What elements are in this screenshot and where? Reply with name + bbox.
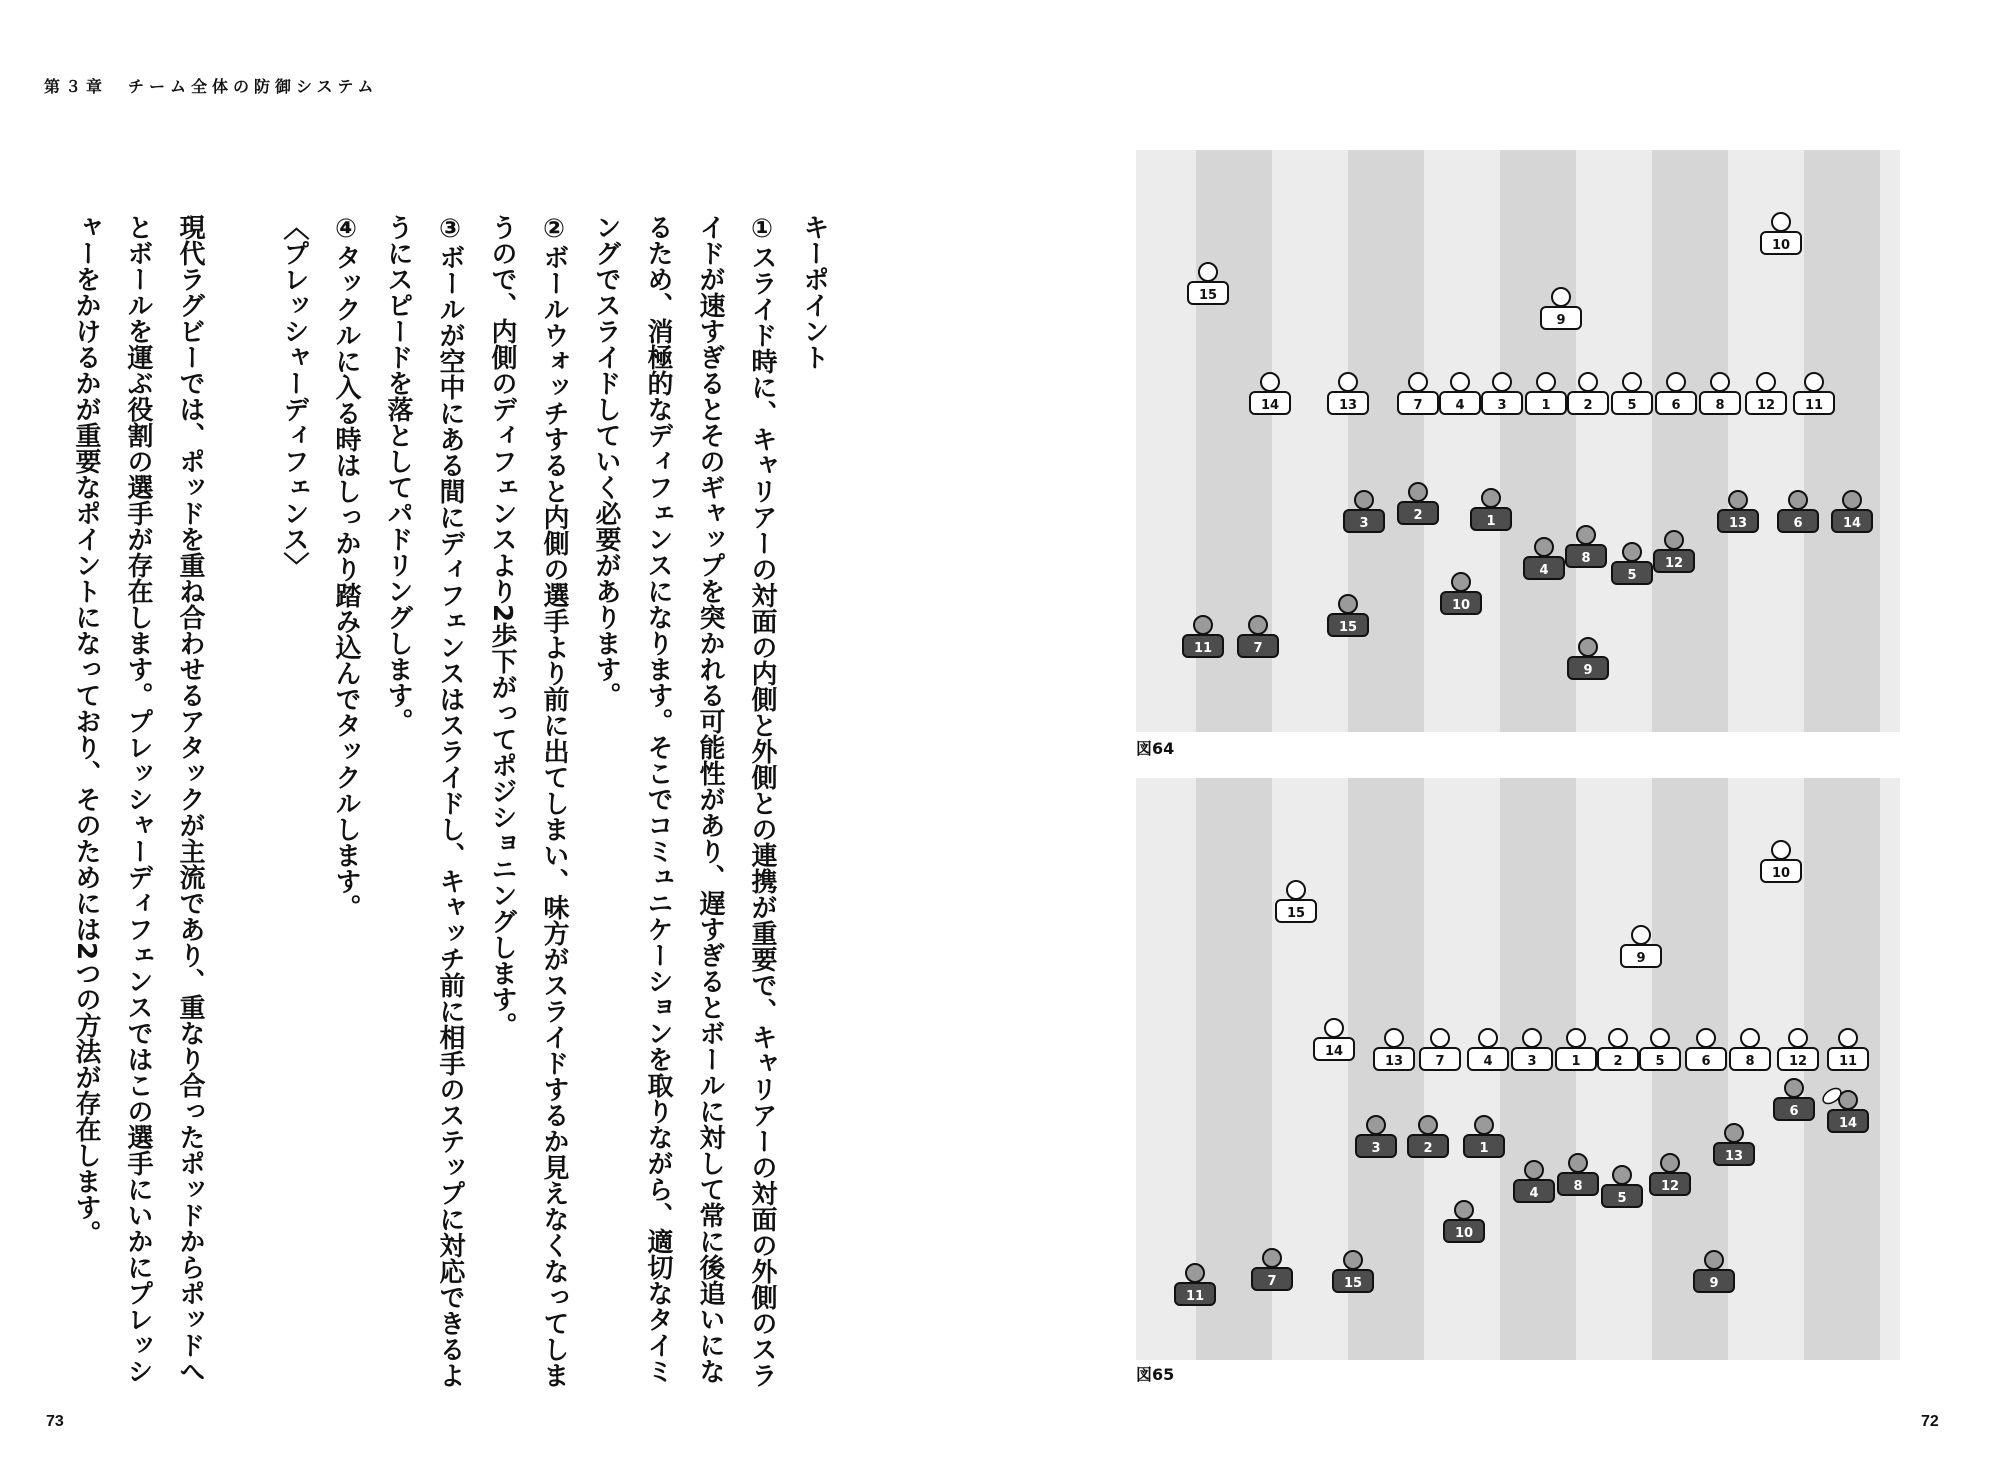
player-head <box>1789 1029 1807 1047</box>
player-head <box>1725 1124 1743 1142</box>
player-number: 1 <box>1479 1141 1489 1156</box>
player-number: 2 <box>1413 508 1423 523</box>
paragraph-5: 現代ラグビーでは、ポッドを重ね合わせるアタックが主流であり、重なり合ったポッドからポッドへとボールを運ぶ役割の選手が存在します。プレッシャーディフェンスではこの選手にいかにプレッシャーをかけるかが重要なポイントになっており、そのためには2つの方法が存在します。 <box>71 214 205 1384</box>
player-head <box>1839 1029 1857 1047</box>
player-number: 8 <box>1573 1179 1583 1194</box>
player-number: 12 <box>1788 1054 1808 1069</box>
player-number: 2 <box>1423 1141 1433 1156</box>
player-number: 12 <box>1660 1179 1680 1194</box>
player-head <box>1552 288 1570 306</box>
player-number: 4 <box>1539 563 1549 578</box>
player-head <box>1523 1029 1541 1047</box>
player-head <box>1651 1029 1669 1047</box>
player-number: 2 <box>1583 398 1593 413</box>
body-text <box>71 214 840 1399</box>
player-head <box>1697 1029 1715 1047</box>
player-number: 7 <box>1413 398 1423 413</box>
player-number: 3 <box>1371 1141 1381 1156</box>
player-head <box>1355 491 1373 509</box>
player-number: 7 <box>1253 641 1263 656</box>
player-head <box>1451 373 1469 391</box>
heading-key-points: キーポイント <box>799 214 829 370</box>
player-number: 4 <box>1529 1186 1539 1201</box>
player-number: 15 <box>1198 288 1218 303</box>
player-head <box>1661 1154 1679 1172</box>
player-head <box>1705 1251 1723 1269</box>
player-head <box>1287 881 1305 899</box>
player-head <box>1194 616 1212 634</box>
player-number: 2 <box>1613 1054 1623 1069</box>
player-head <box>1579 373 1597 391</box>
player-head <box>1665 531 1683 549</box>
player-head <box>1525 1161 1543 1179</box>
player-head <box>1711 373 1729 391</box>
page-number-right: 72 <box>1921 1413 1939 1430</box>
player-head <box>1186 1264 1204 1282</box>
player-head <box>1623 373 1641 391</box>
player-number: 1 <box>1541 398 1551 413</box>
player-head <box>1367 1116 1385 1134</box>
player-head <box>1249 616 1267 634</box>
player-head <box>1805 373 1823 391</box>
player-number: 15 <box>1338 620 1358 635</box>
player-number: 11 <box>1193 641 1213 656</box>
player-number: 14 <box>1260 398 1280 413</box>
field-stripe <box>1348 150 1424 732</box>
player-head <box>1569 1154 1587 1172</box>
player-number: 6 <box>1793 516 1803 531</box>
player-head <box>1431 1029 1449 1047</box>
player-head <box>1613 1166 1631 1184</box>
player-head <box>1609 1029 1627 1047</box>
player-number: 6 <box>1671 398 1681 413</box>
player-head <box>1623 543 1641 561</box>
player-number: 5 <box>1655 1054 1665 1069</box>
player-number: 4 <box>1455 398 1465 413</box>
player-head <box>1199 263 1217 281</box>
player-head <box>1261 373 1279 391</box>
player-head <box>1577 526 1595 544</box>
player-number: 11 <box>1804 398 1824 413</box>
player-head <box>1482 489 1500 507</box>
player-number: 14 <box>1838 1116 1858 1131</box>
paragraph-1: ①スライド時に、キャリアーの対面の内側と外側との連携が重要で、キャリアーの対面の外側のスライドが速すぎるとそのギャップを突かれる可能性があり、遅すぎるとボールに対して常に後追いになるため、消極的なディフェンスになります。そこでコミュニケーションを取りながら、適切なタイミングでスライドしていく必要があります。 <box>591 214 777 1388</box>
field-stripe <box>1652 150 1728 732</box>
player-number: 8 <box>1715 398 1725 413</box>
field-stripe <box>1804 150 1880 732</box>
player-number: 5 <box>1617 1191 1627 1206</box>
player-head <box>1479 1029 1497 1047</box>
player-number: 8 <box>1581 551 1591 566</box>
player-number: 14 <box>1842 516 1862 531</box>
player-head <box>1409 483 1427 501</box>
player-number: 9 <box>1556 313 1566 328</box>
player-head <box>1839 1091 1857 1109</box>
figure-64-diagram <box>1136 150 1900 732</box>
player-number: 10 <box>1771 238 1791 253</box>
player-number: 10 <box>1451 598 1471 613</box>
player-head <box>1579 638 1597 656</box>
player-number: 11 <box>1838 1054 1858 1069</box>
player-head <box>1843 491 1861 509</box>
player-number: 1 <box>1571 1054 1581 1069</box>
player-number: 13 <box>1728 516 1748 531</box>
player-number: 10 <box>1454 1226 1474 1241</box>
paragraph-4: ④タックルに入る時はしっかり踏み込んでタックルします。 <box>331 214 361 920</box>
page-number-left: 73 <box>46 1413 64 1430</box>
player-number: 13 <box>1384 1054 1404 1069</box>
paragraph-3: ③ボールが空中にある間にディフェンスはスライドし、キャッチ前に相手のステップに対応できるようにスピードを落としてパドリングします。 <box>383 214 465 1388</box>
player-number: 9 <box>1636 951 1646 966</box>
player-number: 7 <box>1267 1274 1277 1289</box>
player-head <box>1667 373 1685 391</box>
player-head <box>1325 1019 1343 1037</box>
player-number: 9 <box>1709 1276 1719 1291</box>
player-head <box>1632 926 1650 944</box>
player-number: 14 <box>1324 1044 1344 1059</box>
field-stripe <box>1500 150 1576 732</box>
player-number: 11 <box>1185 1289 1205 1304</box>
figure-64 <box>1136 150 1900 732</box>
player-head <box>1455 1201 1473 1219</box>
player-head <box>1535 538 1553 556</box>
player-head <box>1409 373 1427 391</box>
player-number: 3 <box>1359 516 1369 531</box>
player-head <box>1263 1249 1281 1267</box>
player-head <box>1757 373 1775 391</box>
player-number: 5 <box>1627 568 1637 583</box>
player-head <box>1789 491 1807 509</box>
player-number: 1 <box>1486 514 1496 529</box>
figure-64-label: 図64 <box>1136 739 1175 758</box>
player-number: 6 <box>1701 1054 1711 1069</box>
player-head <box>1339 373 1357 391</box>
player-head <box>1772 213 1790 231</box>
player-number: 13 <box>1724 1149 1744 1164</box>
player-head <box>1729 491 1747 509</box>
player-number: 3 <box>1527 1054 1537 1069</box>
player-head <box>1475 1116 1493 1134</box>
player-head <box>1344 1251 1362 1269</box>
figure-65-diagram <box>1136 778 1900 1360</box>
player-head <box>1452 573 1470 591</box>
player-number: 6 <box>1789 1104 1799 1119</box>
figure-65 <box>1136 778 1900 1360</box>
player-number: 9 <box>1583 663 1593 678</box>
player-head <box>1567 1029 1585 1047</box>
player-number: 15 <box>1286 906 1306 921</box>
player-number: 5 <box>1627 398 1637 413</box>
heading-pressure-defense: 〈プレッシャーディフェンス〉 <box>279 214 309 578</box>
player-number: 3 <box>1497 398 1507 413</box>
player-number: 10 <box>1771 866 1791 881</box>
player-number: 4 <box>1483 1054 1493 1069</box>
player-number: 8 <box>1745 1054 1755 1069</box>
chapter-header: 第３章 チーム全体の防御システム <box>44 77 379 96</box>
player-head <box>1785 1079 1803 1097</box>
player-number: 7 <box>1435 1054 1445 1069</box>
player-head <box>1419 1116 1437 1134</box>
player-number: 13 <box>1338 398 1358 413</box>
paragraph-2: ②ボールウォッチすると内側の選手より前に出てしまい、味方がスライドするか見えなくなってしまうので、内側のディフェンスより2歩下がってポジショニングします。 <box>487 214 569 1388</box>
player-head <box>1537 373 1555 391</box>
player-head <box>1493 373 1511 391</box>
player-head <box>1339 595 1357 613</box>
player-number: 15 <box>1343 1276 1363 1291</box>
player-head <box>1385 1029 1403 1047</box>
figure-65-label: 図65 <box>1136 1365 1175 1384</box>
player-number: 12 <box>1664 556 1684 571</box>
player-head <box>1772 841 1790 859</box>
player-head <box>1741 1029 1759 1047</box>
player-number: 12 <box>1756 398 1776 413</box>
